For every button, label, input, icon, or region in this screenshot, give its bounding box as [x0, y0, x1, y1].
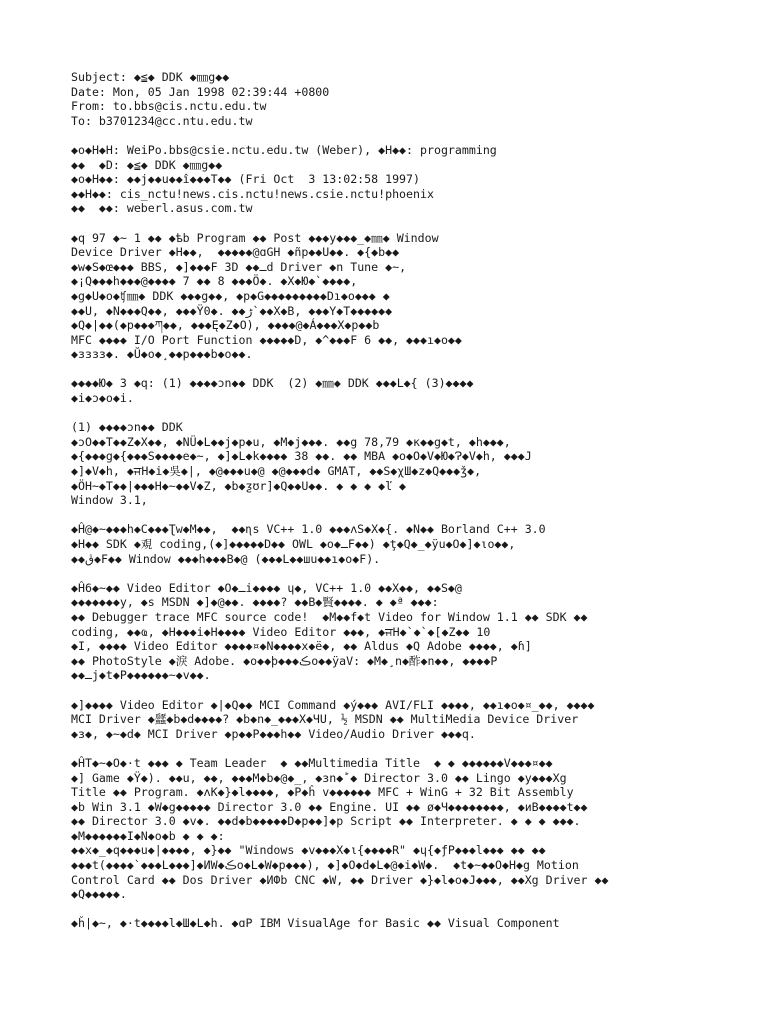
text-line: ◆Ĥ6◆~◆◆ Video Editor ◆O◆ـi◆◆◆◆ ɥ◆, VC++ 1.0 ◆◆X◆◆, ◆◆S◆@ — [71, 580, 462, 595]
body-paragraph — [71, 376, 761, 405]
text-line: ◆]◆V◆h, ◆ਜH◆i◆吳◆|, ◆@◆◆◆u◆@ ◆@◆◆◆d◆ GMAT, ◆◆S◆χШ◆z◆Q◆◆◆ǯ◆, — [71, 464, 482, 479]
body-paragraph — [71, 143, 761, 216]
body-paragraph — [71, 581, 761, 683]
text-line: MFC ◆◆◆◆ I/O Port Function ◆◆◆◆◆D, ◆^◆◆◆F 6 ◆◆, ◆◆◆ı◆o◆◆ — [71, 332, 462, 347]
text-line: ◆◆H◆◆: cis_nctu!news.cis.nctu!news.csie.nctu!phoenix — [71, 186, 434, 201]
text-line: coding, ◆◆ҩ, ◆H◆◆◆i◆H◆◆◆◆ Video Editor ◆◆◆, ◆ਜH◆`◆`◆[◆Z◆◆ 10 — [71, 624, 491, 639]
text-line: ◆зззз◆. ◆Ŭ◆o◆¸◆◆p◆◆◆b◆o◆◆. — [71, 347, 253, 362]
text-line: ◆¡Q◆◆◆h◆◆◆@◆◆◆◆ 7 ◆◆ 8 ◆◆◆Ö◆. ◆X◆Ю◆`◆◆◆◆, — [71, 274, 358, 289]
text-line: ◆ɔO◆◆T◆◆Z◆X◆◆, ◆NÜ◆L◆◆j◆p◆u, ◆M◆j◆◆◆. ◆◆g 78,79 ◆к◆◆g◆t, ◆h◆◆◆, — [71, 434, 511, 449]
text-line: ◆◆◆◆◆◆◆y, ◆s MSDN ◆]◆@◆◆. ◆◆◆◆? ◆◆B◆賢◆◆◆◆. ◆ ◆ª ◆◆◆: — [71, 595, 439, 610]
text-line: (1) ◆◆◆◆ɔn◆◆ DDK — [71, 420, 183, 435]
text-line: Title ◆◆ Program. ◆ʌK◆}◆l◆◆◆◆, ◆P◆ĥ v◆◆◆◆◆◆ MFC + WinG + 32 Bit Assembly — [71, 785, 574, 800]
text-line: Device Driver ◆H◆◆, ◆◆◆◆◆@ɑGH ◆ñp◆◆U◆◆. ◆{◆b◆◆ — [71, 245, 400, 260]
text-line: ◆{◆◆◆g◆{◆◆◆S◆◆◆◆e◆~, ◆]◆L◆k◆◆◆◆ 38 ◆◆. ◆◆ MBA ◆o◆O◆V◆Ю◆Ɂ◆V◆h, ◆◆◆J — [71, 449, 532, 464]
text-line: ◆ɜ◆, ◆~◆d◆ MCI Driver ◆p◆◆P◆◆◆h◆◆ Video/Audio Driver ◆◆◆q. — [71, 726, 476, 741]
text-line: ◆◆ڨ◆F◆◆ Window ◆◆◆h◆◆◆B◆@ (◆◆◆L◆◆шu◆◆ı◆o◆F). — [71, 551, 381, 566]
body-paragraph — [71, 756, 761, 902]
text-line: ◆◆◆t(◆◆◆◆`◆◆◆L◆◆◆]◆ИW◆ڪo◆L◆W◆p◆◆◆), ◆]◆O◆d◆L◆@◆i◆W◆. ◆t◆~◆◆O◆H◆g Motion — [71, 858, 579, 873]
text-line: Date: Mon, 05 Jan 1998 02:39:44 +0800 — [71, 84, 330, 99]
text-line: ◆Ĥ@◆~◆◆◆h◆C◆◆◆Ʈw◆M◆◆, ◆◆ɳs VC++ 1.0 ◆◆◆ʌS◆X◆{. ◆N◆◆ Borland C++ 3.0 — [71, 522, 546, 537]
text-line: ◆◆ ◆◆: weberl.asus.com.tw — [71, 201, 253, 216]
text-line: ◆i◆ɔ◆o◆i. — [71, 391, 134, 406]
text-line: ◆w◆S◆œ◆◆◆ BBS, ◆]◆◆◆F 3D ◆◆ـd Driver ◆n Tune ◆~, — [71, 259, 407, 274]
text-line: Control Card ◆◆ Dos Driver ◆ИФb CNC ◆W, ◆◆ Driver ◆}◆l◆o◆J◆◆◆, ◆◆Xg Driver ◆◆ — [71, 872, 609, 887]
body-paragraph — [71, 522, 761, 566]
text-line: ◆q 97 ◆~ 1 ◆◆ ◆ѣb Program ◆◆ Post ◆◆◆y◆◆◆_◆㎜◆ Window — [71, 230, 439, 245]
text-line: ◆◆ـj◆t◆P◆◆◆◆◆◆~◆v◆◆. — [71, 668, 211, 683]
text-line: ◆◆ Director 3.0 ◆v◆. ◆◆d◆b◆◆◆◆◆D◆p◆◆]◆p Script ◆◆ Interpreter. ◆ ◆ ◆ ◆◆◆. — [71, 814, 581, 829]
body-paragraph — [71, 698, 761, 742]
text-line: ◆o◆H◆H: WeiPo.bbs@csie.nctu.edu.tw (Weber), ◆H◆◆: programming — [71, 142, 497, 157]
text-line: ◆ĤT◆~◆O◆·t ◆◆◆ ◆ Team Leader ◆ ◆◆Multimedia Title ◆ ◆ ◆◆◆◆◆◆V◆◆◆¤◆◆ — [71, 755, 553, 770]
text-line: Window 3.1, — [71, 493, 148, 508]
text-line: ◆o◆H◆◆: ◆◆j◆◆u◆◆î◆◆◆T◆◆ (Fri Oct 3 13:02:58 1997) — [71, 172, 421, 187]
body-paragraph — [71, 420, 761, 508]
text-line: ◆◆ Debugger trace MFC source code! ◆M◆◆f◆t Video for Window 1.1 ◆◆ SDK ◆◆ — [71, 609, 588, 624]
text-line: ◆] Game ◆Ÿ◆). ◆◆u, ◆◆, ◆◆◆M◆b◆@◆_, ◆ɜn◆ؕ◆ Director 3.0 ◆◆ Lingo ◆y◆◆◆Xg — [71, 770, 567, 785]
body-paragraph — [71, 916, 761, 931]
text-line: ◆◆ PhotoStyle ◆淚 Adobe. ◆o◆◆þ◆◆◆ڪo◆◆ÿaV: ◆M◆¸n◆酢◆n◆◆, ◆◆◆◆P — [71, 653, 498, 668]
text-line: ◆b Win 3.1 ◆W◆g◆◆◆◆◆ Director 3.0 ◆◆ Engine. UI ◆◆ ø◆Ч◆◆◆◆◆◆◆◆, ◆иB◆◆◆◆t◆◆ — [71, 799, 588, 814]
text-line: ◆◆x◆_◆q◆◆◆u◆|◆◆◆◆, ◆}◆◆ "Windows ◆v◆◆◆X◆ι{◆◆◆◆R" ◆ɥ{◆ƒP◆◆◆l◆◆◆ ◆◆ ◆◆ — [71, 843, 546, 858]
text-line: ◆Q◆|◆◆(◆p◆◆◆ཀ◆◆, ◆◆◆Ę◆Z◆O), ◆◆◆◆@◆Á◆◆◆X◆p◆◆b — [71, 318, 380, 333]
text-line: ◆Q◆◆◆◆◆. — [71, 887, 127, 902]
body-paragraph — [71, 231, 761, 362]
text-line: ◆M◆◆◆◆◆◆I◆N◆o◆b ◆ ◆ ◆: — [71, 828, 225, 843]
text-line: ◆◆◆◆Ю◆ 3 ◆q: (1) ◆◆◆◆ɔn◆◆ DDK (2) ◆㎜◆ DDK ◆◆◆L◆{ (3)◆◆◆◆ — [71, 376, 474, 391]
email-document — [71, 70, 761, 946]
text-line: ◆ȟ|◆~, ◆·t◆◆◆◆l◆Ш◆L◆h. ◆ɑP IBM VisualAge for Basic ◆◆ Visual Component — [71, 916, 560, 931]
text-line: ◆ÖH~◆T◆◆|◆◆◆H◆~◆◆V◆Z, ◆b◆ƺʊr]◆Q◆◆U◆◆. ◆ ◆ ◆ ◆ľ ◆ — [71, 478, 407, 493]
text-line: ◆]◆◆◆◆ Video Editor ◆|◆Q◆◆ MCI Command ◆ý◆◆◆ AVI/FLI ◆◆◆◆, ◆◆ı◆o◆¤_◆◆, ◆◆◆◆ — [71, 697, 595, 712]
text-line: MCI Driver ◆瓥◆b◆d◆◆◆◆? ◆b◆n◆_◆◆◆X◆ЧU, ½ MSDN ◆◆ MultiMedia Device Driver — [71, 712, 579, 727]
text-line: ◆◆U, ◆N◆◆◆Q◆◆, ◆◆◆Ÿ0◆. ◆◆ڑ`◆◆X◆B, ◆◆◆Y◆T◆◆◆◆◆◆ — [71, 303, 393, 318]
text-line: Subject: ◆≦◆ DDK ◆㎜g◆◆ — [71, 70, 230, 84]
text-line: ◆I, ◆◆◆◆ Video Editor ◆◆◆◆¤◆N◆◆◆◆x◆ë◆, ◆◆ Aldus ◆Q Adobe ◆◆◆◆, ◆ɦ] — [71, 639, 532, 654]
email-headers — [71, 70, 761, 128]
text-line: To: b3701234@cc.ntu.edu.tw — [71, 113, 253, 128]
text-line: ◆g◆U◆o◆ʧ㎜◆ DDK ◆◆◆g◆◆, ◆p◆G◆◆◆◆◆◆◆◆◆Dı◆o◆◆◆ ◆ — [71, 288, 390, 303]
text-line: ◆◆ ◆D: ◆≦◆ DDK ◆㎜g◆◆ — [71, 157, 223, 172]
text-line: From: to.bbs@cis.nctu.edu.tw — [71, 99, 267, 114]
text-line: ◆H◆◆ SDK ◆覌 coding,(◆]◆◆◆◆◆D◆◆ OWL ◆o◆ـF◆◆) ◆ţ◆Q◆_◆ÿu◆O◆]◆ιo◆◆, — [71, 537, 516, 551]
